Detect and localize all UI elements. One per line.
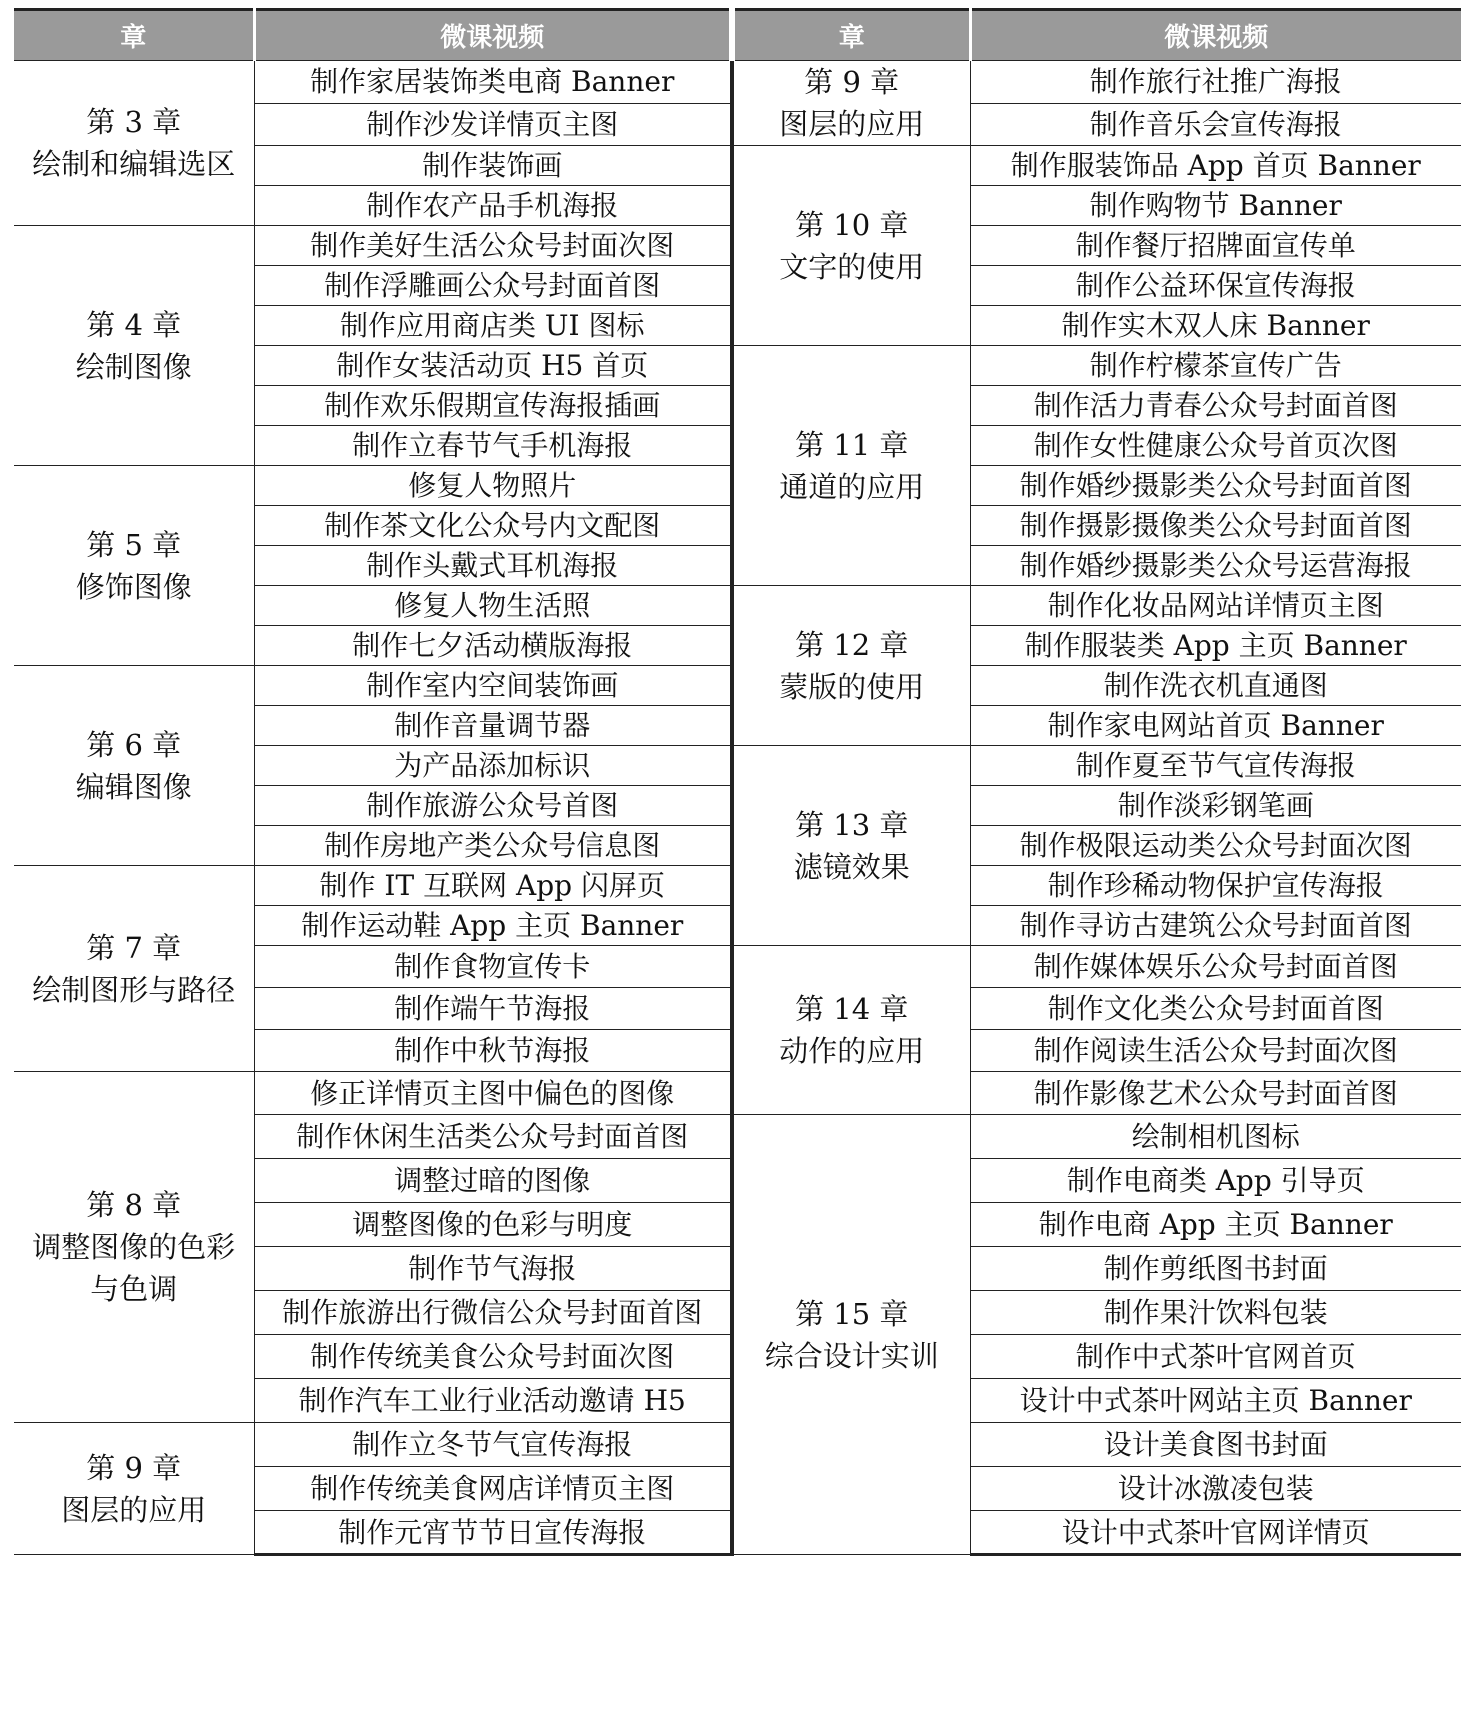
video-cell-left: 制作 IT 互联网 App 闪屏页 [254,866,732,906]
video-cell-right: 制作实木双人床 Banner [970,306,1461,346]
video-cell-right: 制作电商类 App 引导页 [970,1159,1461,1203]
chapter-cell-left [14,226,254,466]
video-cell-right: 绘制相机图标 [970,1115,1461,1159]
video-cell-right: 制作珍稀动物保护宣传海报 [970,866,1461,906]
video-cell-right: 制作女性健康公众号首页次图 [970,426,1461,466]
video-cell-left: 制作音量调节器 [254,706,732,746]
chapter-label-line: 绘制图像 [75,349,192,384]
video-cell-left: 制作食物宣传卡 [254,946,732,988]
video-cell-right: 制作婚纱摄影类公众号封面首图 [970,466,1461,506]
chapter-cell-left [14,1072,254,1423]
chapter-label-line: 蒙版的使用 [779,669,925,704]
video-cell-left: 制作元宵节节日宣传海报 [254,1511,732,1555]
video-cell-right: 制作中式茶叶官网首页 [970,1335,1461,1379]
header-chapter-right: 章 [732,10,970,61]
video-cell-right: 制作剪纸图书封面 [970,1247,1461,1291]
video-cell-left: 制作装饰画 [254,146,732,186]
video-cell-right: 设计冰激凌包装 [970,1467,1461,1511]
chapter-cell-right [732,1115,970,1555]
video-cell-left: 制作旅游出行微信公众号封面首图 [254,1291,732,1335]
chapter-label-line: 第 5 章 [86,527,182,562]
video-cell-left: 制作汽车工业行业活动邀请 H5 [254,1379,732,1423]
video-cell-left: 制作端午节海报 [254,988,732,1030]
chapter-label-line: 第 6 章 [86,727,182,762]
video-cell-left: 制作美好生活公众号封面次图 [254,226,732,266]
video-cell-right: 制作文化类公众号封面首图 [970,988,1461,1030]
video-cell-left: 制作女装活动页 H5 首页 [254,346,732,386]
video-cell-left: 制作农产品手机海报 [254,186,732,226]
video-cell-left: 制作传统美食网店详情页主图 [254,1467,732,1511]
chapter-label-line: 第 15 章 [795,1296,909,1331]
chapter-label-line: 第 11 章 [795,427,909,462]
video-cell-left: 制作运动鞋 App 主页 Banner [254,906,732,946]
chapter-cell-left [14,866,254,1072]
chapter-label-line: 修饰图像 [75,569,192,604]
chapter-label-line: 动作的应用 [779,1034,925,1069]
video-cell-right: 设计美食图书封面 [970,1423,1461,1467]
video-cell-left: 调整过暗的图像 [254,1159,732,1203]
video-cell-left: 调整图像的色彩与明度 [254,1203,732,1247]
chapter-cell-right [732,61,970,146]
video-cell-right: 制作服装类 App 主页 Banner [970,626,1461,666]
chapter-label-line: 第 7 章 [86,930,182,965]
chapter-label-line: 调整图像的色彩 [32,1230,236,1265]
chapter-label-line: 第 9 章 [804,65,900,99]
video-cell-left: 制作旅游公众号首图 [254,786,732,826]
video-cell-left: 制作七夕活动横版海报 [254,626,732,666]
video-cell-left: 制作立春节气手机海报 [254,426,732,466]
chapter-label-line: 绘制图形与路径 [32,972,236,1007]
video-cell-left: 制作房地产类公众号信息图 [254,826,732,866]
chapter-cell-left [14,666,254,866]
video-cell-right: 设计中式茶叶网站主页 Banner [970,1379,1461,1423]
video-cell-left: 制作室内空间装饰画 [254,666,732,706]
video-cell-left: 制作茶文化公众号内文配图 [254,506,732,546]
chapter-label-line: 第 3 章 [86,105,182,139]
video-cell-right: 制作化妆品网站详情页主图 [970,586,1461,626]
video-cell-left: 制作欢乐假期宣传海报插画 [254,386,732,426]
chapter-label-line: 第 9 章 [86,1450,182,1485]
video-cell-right: 制作柠檬茶宣传广告 [970,346,1461,386]
video-cell-right: 制作果汁饮料包装 [970,1291,1461,1335]
video-cell-right: 制作购物节 Banner [970,186,1461,226]
video-cell-left: 制作立冬节气宣传海报 [254,1423,732,1467]
header-video-left: 微课视频 [254,10,732,61]
header-row [14,10,1461,61]
header-chapter-left: 章 [14,10,254,61]
chapter-label-line: 图层的应用 [779,107,925,142]
video-cell-right: 制作婚纱摄影类公众号运营海报 [970,546,1461,586]
chapter-label-line: 第 8 章 [86,1188,182,1223]
video-cell-right: 制作服装饰品 App 首页 Banner [970,146,1461,186]
video-cell-left: 修正详情页主图中偏色的图像 [254,1072,732,1115]
chapter-label-line: 第 4 章 [86,307,182,342]
video-cell-right: 制作活力青春公众号封面首图 [970,386,1461,426]
video-cell-left: 制作家居装饰类电商 Banner [254,61,732,104]
chapter-label-line: 编辑图像 [75,769,192,804]
video-cell-right: 制作极限运动类公众号封面次图 [970,826,1461,866]
video-cell-left: 修复人物照片 [254,466,732,506]
chapter-label-line: 滤镜效果 [793,849,910,884]
chapter-label-line: 图层的应用 [61,1492,207,1527]
video-cell-left: 制作浮雕画公众号封面首图 [254,266,732,306]
chapter-cell-right [732,586,970,746]
video-cell-right: 制作餐厅招牌面宣传单 [970,226,1461,266]
video-cell-right: 制作家电网站首页 Banner [970,706,1461,746]
video-cell-right: 设计中式茶叶官网详情页 [970,1511,1461,1555]
video-cell-right: 制作媒体娱乐公众号封面首图 [970,946,1461,988]
video-cell-left: 制作应用商店类 UI 图标 [254,306,732,346]
chapter-label-line: 通道的应用 [779,469,925,504]
video-cell-left: 制作节气海报 [254,1247,732,1291]
header-video-right: 微课视频 [970,10,1461,61]
video-cell-left: 制作休闲生活类公众号封面首图 [254,1115,732,1159]
chapter-video-table-container [14,8,1461,1556]
chapter-label-line: 综合设计实训 [764,1338,939,1373]
video-cell-right: 制作旅行社推广海报 [970,61,1461,104]
video-cell-right: 制作阅读生活公众号封面次图 [970,1030,1461,1072]
video-cell-right: 制作淡彩钢笔画 [970,786,1461,826]
chapter-label-line: 第 14 章 [795,992,909,1027]
chapter-cell-left [14,1423,254,1555]
video-cell-right: 制作音乐会宣传海报 [970,103,1461,146]
video-cell-left: 制作中秋节海报 [254,1030,732,1072]
chapter-cell-left [14,61,254,226]
chapter-label-line: 与色调 [90,1272,178,1307]
table-row [14,61,1461,104]
table-body [14,61,1461,1555]
chapter-cell-right [732,946,970,1115]
chapter-video-table [14,8,1461,1556]
video-cell-right: 制作洗衣机直通图 [970,666,1461,706]
video-cell-right: 制作电商 App 主页 Banner [970,1203,1461,1247]
video-cell-right: 制作摄影摄像类公众号封面首图 [970,506,1461,546]
chapter-label-line: 第 13 章 [795,807,909,842]
chapter-label-line: 第 10 章 [795,207,909,242]
chapter-cell-right [732,146,970,346]
video-cell-left: 制作传统美食公众号封面次图 [254,1335,732,1379]
video-cell-right: 制作影像艺术公众号封面首图 [970,1072,1461,1115]
chapter-cell-left [14,466,254,666]
video-cell-left: 为产品添加标识 [254,746,732,786]
chapter-cell-right [732,746,970,946]
chapter-cell-right [732,346,970,586]
chapter-label-line: 绘制和编辑选区 [32,147,236,182]
video-cell-right: 制作寻访古建筑公众号封面首图 [970,906,1461,946]
chapter-label-line: 第 12 章 [795,627,909,662]
video-cell-left: 制作沙发详情页主图 [254,103,732,146]
video-cell-right: 制作夏至节气宣传海报 [970,746,1461,786]
chapter-label-line: 文字的使用 [779,249,925,284]
video-cell-left: 制作头戴式耳机海报 [254,546,732,586]
video-cell-right: 制作公益环保宣传海报 [970,266,1461,306]
video-cell-left: 修复人物生活照 [254,586,732,626]
